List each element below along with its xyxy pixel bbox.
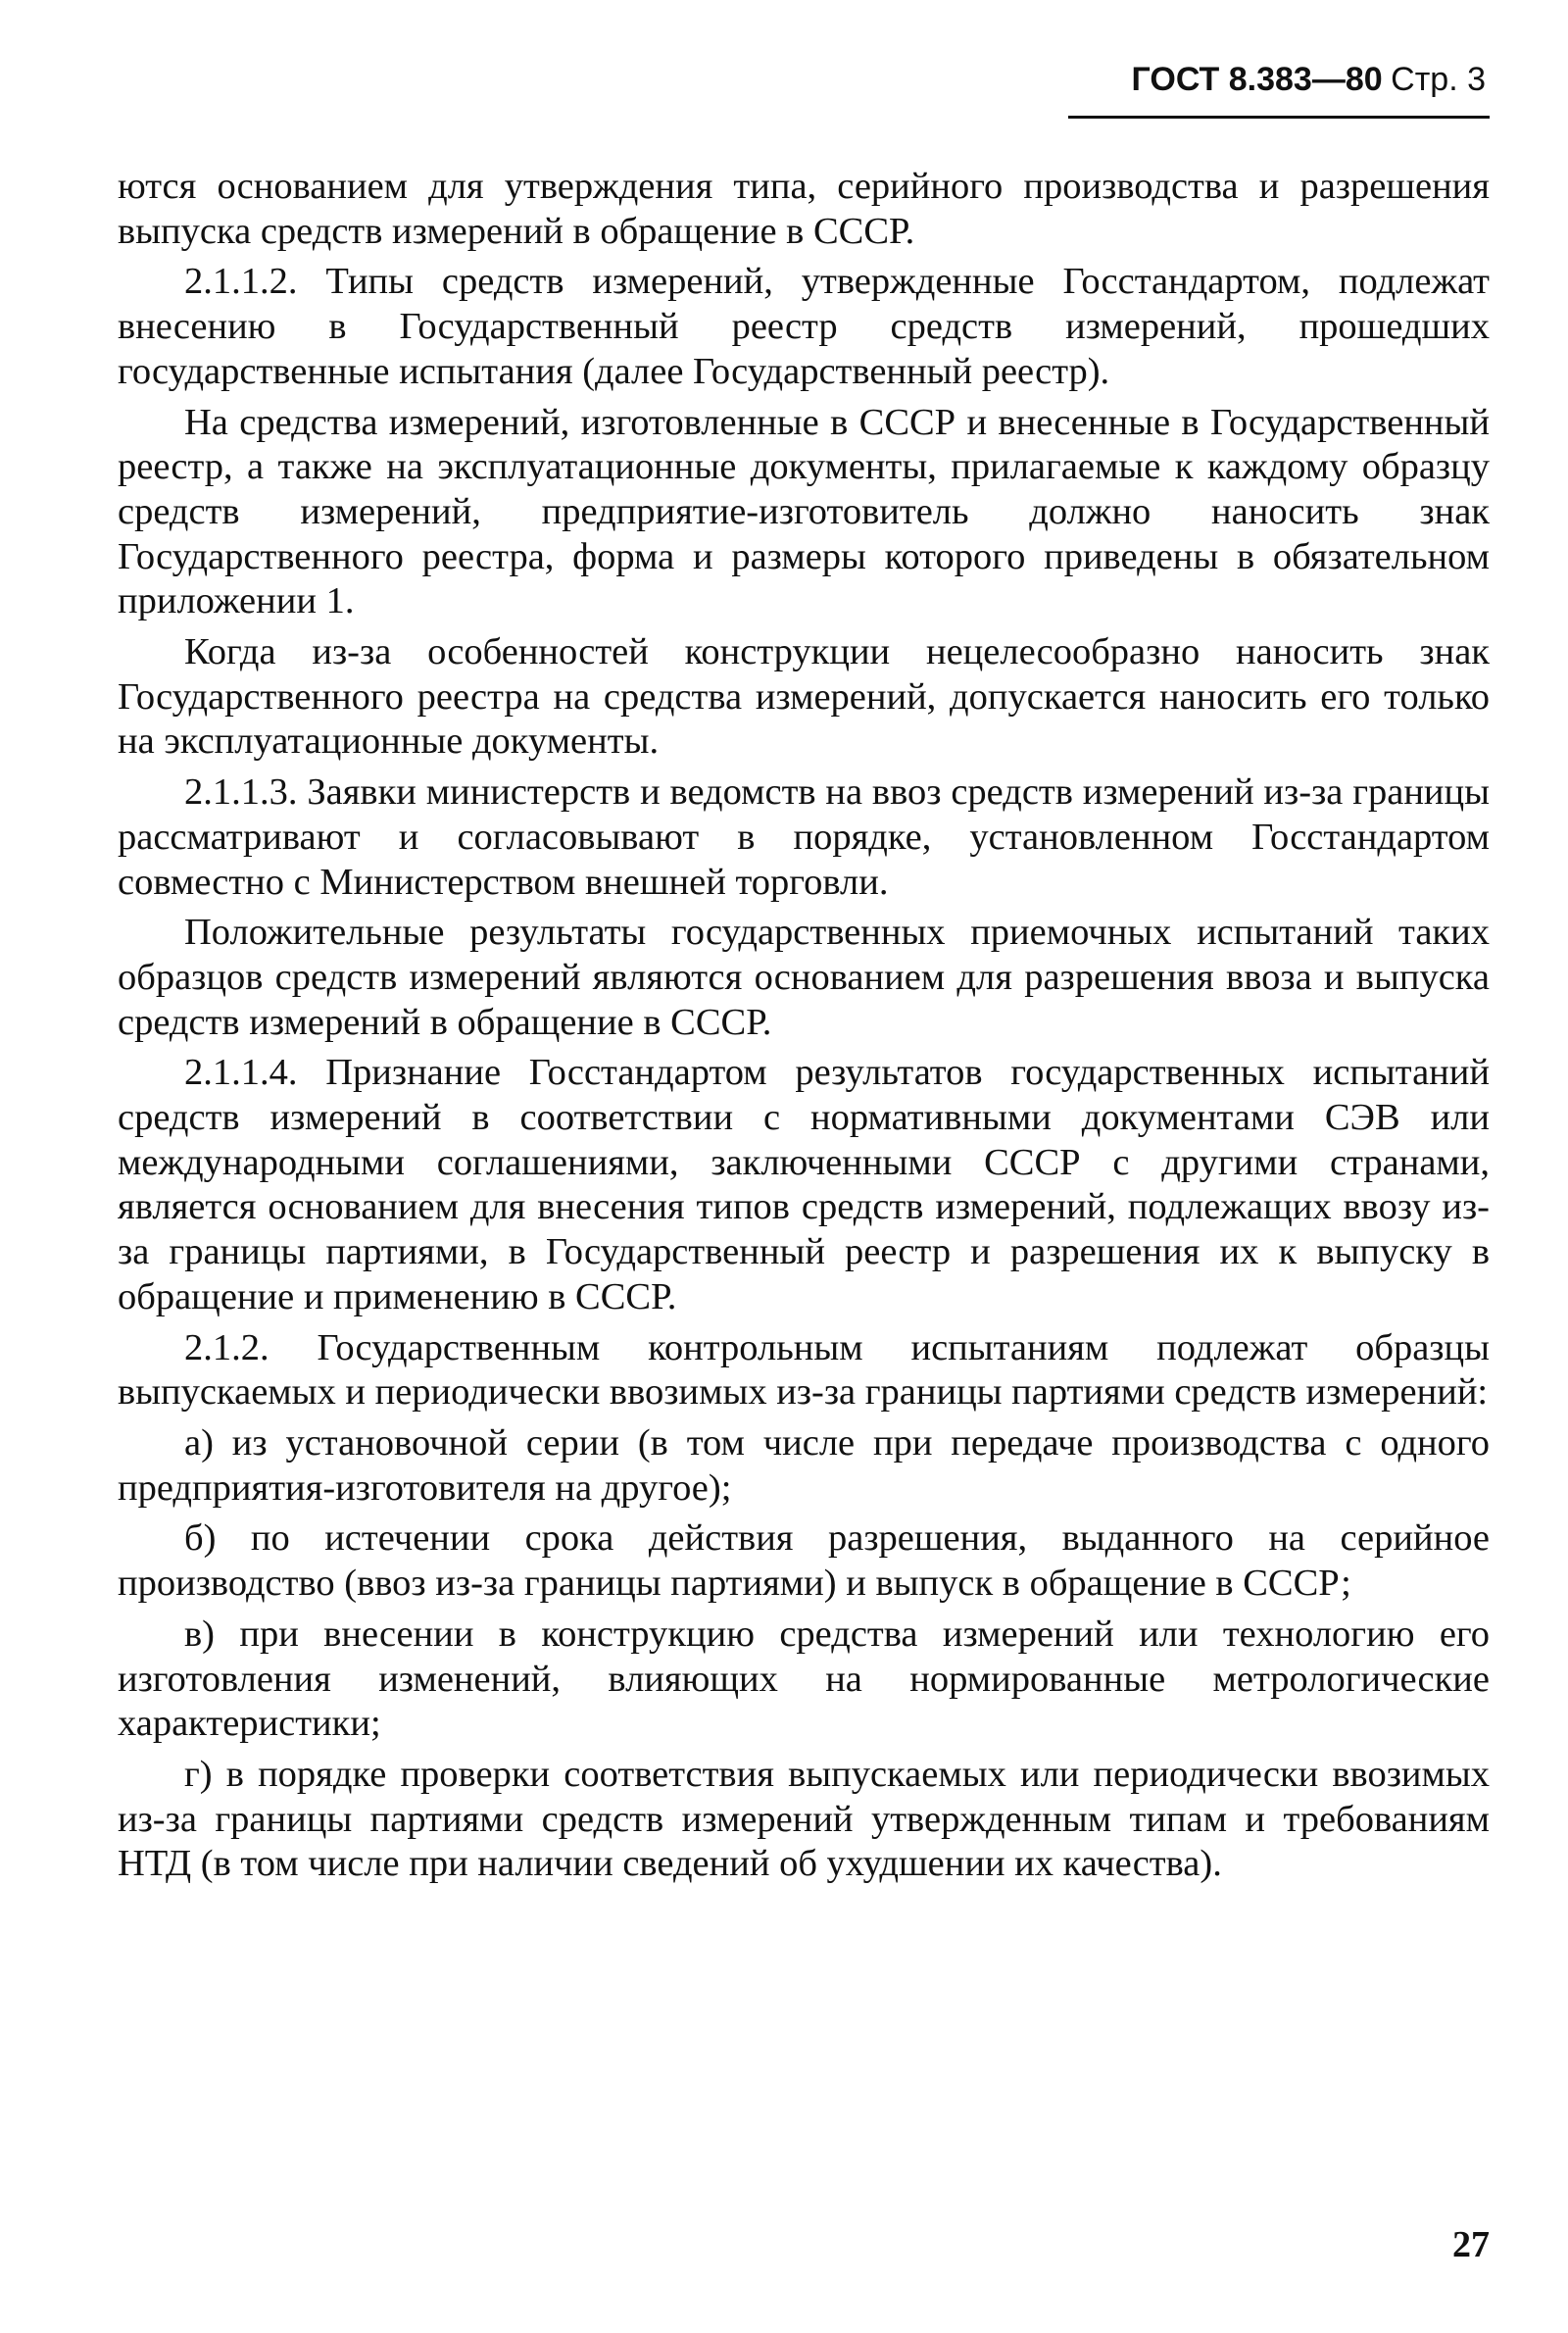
standard-number: ГОСТ 8.383—80 <box>1131 61 1383 98</box>
paragraph-2-1-1-2: 2.1.1.2. Типы средств измерений, утвержденные Госстандартом, подлежат внесению в Государственный реестр средств измерений, прошедших государственные испытания (далее Государственный реестр). <box>118 261 1490 392</box>
paragraph-positive-results: Положительные результаты государственных приемочных испытаний таких образцов средств измерений являются основанием для разрешения ввоза и выпуска средств измерений в обращение в СССР. <box>118 912 1490 1043</box>
header-rule <box>1068 116 1490 119</box>
body-text <box>118 165 1490 1893</box>
paragraph-mark-on-documents: Когда из-за особенностей конструкции нецелесообразно наносить знак Государственного реестра на средства измерений, допускается наносить его только на эксплуатационные документы. <box>118 631 1490 763</box>
page-header <box>1078 61 1486 99</box>
list-item-b: б) по истечении срока действия разрешения, выданного на серийное производство (ввоз из-за границы партиями) и выпуск в обращение в СССР; <box>118 1517 1490 1605</box>
list-item-a: а) из установочной серии (в том числе при передаче производства с одного предприятия-изготовителя на другое); <box>118 1421 1490 1509</box>
list-item-g: г) в порядке проверки соответствия выпускаемых или периодически ввозимых из-за границы партиями средств измерений утвержденным типам и требованиям НТД (в том числе при наличии сведений об ухудшении их качества). <box>118 1753 1490 1885</box>
page-label: Стр. 3 <box>1391 61 1486 98</box>
paragraph-registry-mark: На средства измерений, изготовленные в СССР и внесенные в Государственный реестр, а также на эксплуатационные документы, прилагаемые к каждому образцу средств измерений, предприятие-изготовитель должно наносить знак Государственного реестра, форма и размеры которого приведены в обязательном приложении 1. <box>118 401 1490 622</box>
paragraph-2-1-1-4: 2.1.1.4. Признание Госстандартом результатов государственных испытаний средств измерений в соответствии с нормативными документами СЭВ или международными соглашениями, заключенными СССР с другими странами, является основанием для внесения типов средств измерений, подлежащих ввозу из-за границы партиями, в Государственный реестр и разрешения их к выпуску в обращение и применению в СССР. <box>118 1052 1490 1317</box>
paragraph-2-1-1-3: 2.1.1.3. Заявки министерств и ведомств на ввоз средств измерений из-за границы рассматривают и согласовывают в порядке, установленном Госстандартом совместно с Министерством внешней торговли. <box>118 771 1490 903</box>
paragraph-2-1-2: 2.1.2. Государственным контрольным испытаниям подлежат образцы выпускаемых и периодически ввозимых из-за границы партиями средств измерений: <box>118 1326 1490 1414</box>
list-item-v: в) при внесении в конструкцию средства измерений или технологию его изготовления изменений, влияющих на нормированные метрологические характеристики; <box>118 1613 1490 1745</box>
page-number: 27 <box>1452 2224 1490 2265</box>
paragraph-continuation: ются основанием для утверждения типа, серийного производства и разрешения выпуска средств измерений в обращение в СССР. <box>118 166 1490 252</box>
